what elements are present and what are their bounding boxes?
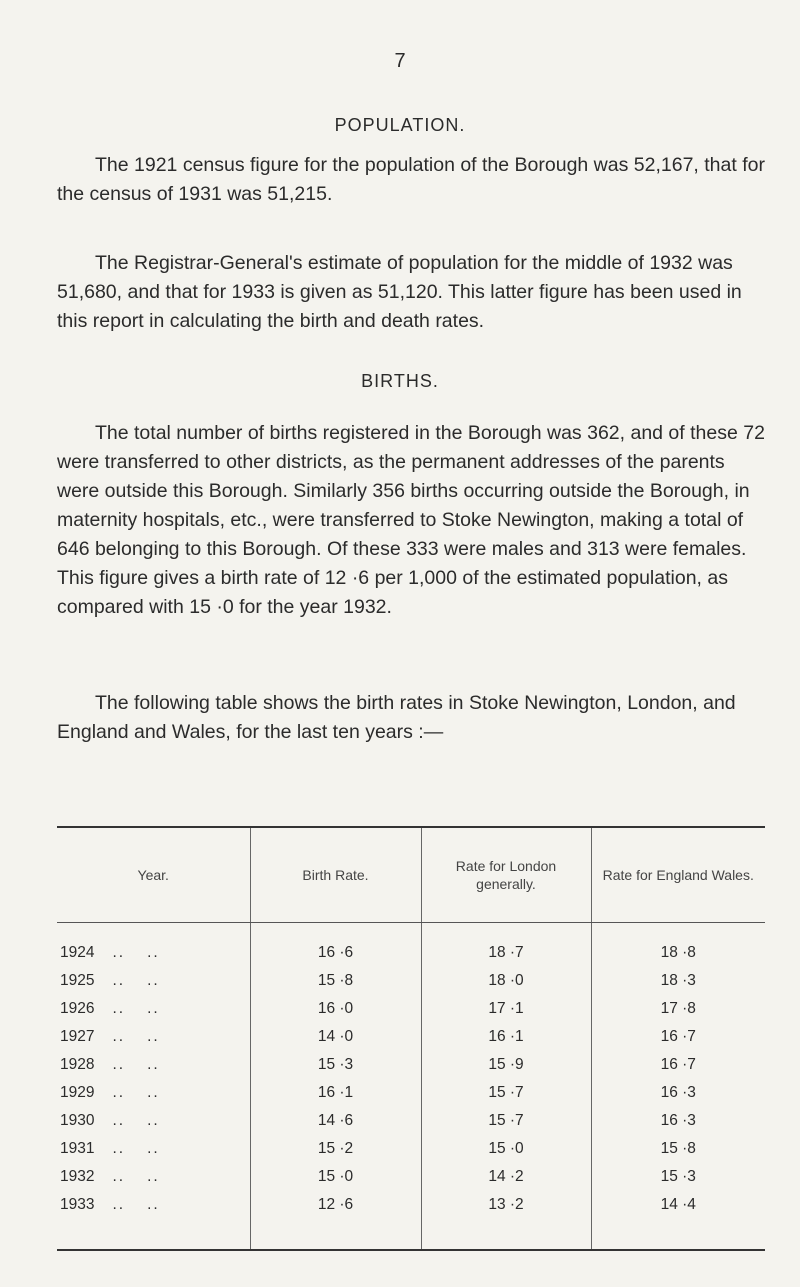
birth-rate-cell: 14 ·0 bbox=[250, 1023, 421, 1051]
year-cell: 1928 .. .. bbox=[60, 1056, 160, 1073]
england-wales-rate-cell: 16 ·7 bbox=[591, 1051, 765, 1079]
london-rate-cell: 18 ·0 bbox=[421, 967, 591, 995]
england-wales-rate-cell: 16 ·3 bbox=[591, 1107, 765, 1135]
year-cell: 1924 .. .. bbox=[60, 944, 160, 961]
year-cell: 1930 .. .. bbox=[60, 1112, 160, 1129]
table-row bbox=[57, 1163, 765, 1191]
header-birth-rate: Birth Rate. bbox=[250, 827, 421, 923]
london-rate-cell: 15 ·9 bbox=[421, 1051, 591, 1079]
table-header-row bbox=[57, 827, 765, 923]
year-cell: 1931 .. .. bbox=[60, 1140, 160, 1157]
london-rate-cell: 14 ·2 bbox=[421, 1163, 591, 1191]
births-paragraph-2: The following table shows the birth rates in Stoke Newington, London, and England and Wales, for the last ten years :— bbox=[57, 692, 736, 743]
birth-rates-table bbox=[57, 826, 765, 1251]
england-wales-rate-cell: 15 ·8 bbox=[591, 1135, 765, 1163]
page-number: 7 bbox=[394, 50, 406, 72]
table-row bbox=[57, 967, 765, 995]
birth-rate-cell: 16 ·6 bbox=[250, 923, 421, 968]
births-heading: BIRTHS. bbox=[361, 371, 439, 391]
london-rate-cell: 15 ·7 bbox=[421, 1107, 591, 1135]
table-row bbox=[57, 1023, 765, 1051]
population-heading: POPULATION. bbox=[334, 115, 466, 135]
table-row bbox=[57, 995, 765, 1023]
table-row bbox=[57, 1051, 765, 1079]
london-rate-cell: 15 ·0 bbox=[421, 1135, 591, 1163]
year-cell: 1929 .. .. bbox=[60, 1084, 160, 1101]
birth-rate-cell: 15 ·2 bbox=[250, 1135, 421, 1163]
births-paragraph-1: The total number of births registered in the Borough was 362, and of these 72 were transferred to other districts, as the permanent addresses of the parents were outside this Borough. Similarly 356 births occurring outside the Borough, in maternity hospitals, etc., were transferred to Stoke Newington, making a total of 646 belonging to this Borough. Of these 333 were males and 313 were females. This figure gives a birth rate of 12 ·6 per 1,000 of the estimated population, as compared with 15 ·0 for the year 1932. bbox=[57, 422, 765, 618]
birth-rate-cell: 15 ·3 bbox=[250, 1051, 421, 1079]
england-wales-rate-cell: 14 ·4 bbox=[591, 1191, 765, 1250]
year-cell: 1926 .. .. bbox=[60, 1000, 160, 1017]
london-rate-cell: 13 ·2 bbox=[421, 1191, 591, 1250]
year-cell: 1927 .. .. bbox=[60, 1028, 160, 1045]
year-cell: 1933 .. .. bbox=[60, 1196, 160, 1213]
table-row bbox=[57, 1135, 765, 1163]
england-wales-rate-cell: 18 ·8 bbox=[591, 923, 765, 968]
year-cell: 1932 .. .. bbox=[60, 1168, 160, 1185]
header-england-wales-rate: Rate for England Wales. bbox=[591, 827, 765, 923]
table-row bbox=[57, 1107, 765, 1135]
header-london-rate: Rate for London generally. bbox=[421, 827, 591, 923]
england-wales-rate-cell: 17 ·8 bbox=[591, 995, 765, 1023]
london-rate-cell: 17 ·1 bbox=[421, 995, 591, 1023]
london-rate-cell: 18 ·7 bbox=[421, 923, 591, 968]
england-wales-rate-cell: 18 ·3 bbox=[591, 967, 765, 995]
birth-rate-cell: 16 ·1 bbox=[250, 1079, 421, 1107]
england-wales-rate-cell: 16 ·3 bbox=[591, 1079, 765, 1107]
london-rate-cell: 15 ·7 bbox=[421, 1079, 591, 1107]
birth-rate-cell: 15 ·0 bbox=[250, 1163, 421, 1191]
table-row bbox=[57, 1191, 765, 1250]
england-wales-rate-cell: 15 ·3 bbox=[591, 1163, 765, 1191]
population-paragraph-1: The 1921 census figure for the population of the Borough was 52,167, that for the census of 1931 was 51,215. bbox=[57, 154, 765, 205]
birth-rate-cell: 16 ·0 bbox=[250, 995, 421, 1023]
header-year: Year. bbox=[57, 827, 250, 923]
population-paragraph-2: The Registrar-General's estimate of population for the middle of 1932 was 51,680, and that for 1933 is given as 51,120. This latter figure has been used in this report in calculating the birth and death rates. bbox=[57, 252, 742, 332]
birth-rate-cell: 14 ·6 bbox=[250, 1107, 421, 1135]
england-wales-rate-cell: 16 ·7 bbox=[591, 1023, 765, 1051]
year-cell: 1925 .. .. bbox=[60, 972, 160, 989]
london-rate-cell: 16 ·1 bbox=[421, 1023, 591, 1051]
birth-rate-cell: 15 ·8 bbox=[250, 967, 421, 995]
table-row bbox=[57, 1079, 765, 1107]
table-row bbox=[57, 923, 765, 968]
birth-rate-cell: 12 ·6 bbox=[250, 1191, 421, 1250]
